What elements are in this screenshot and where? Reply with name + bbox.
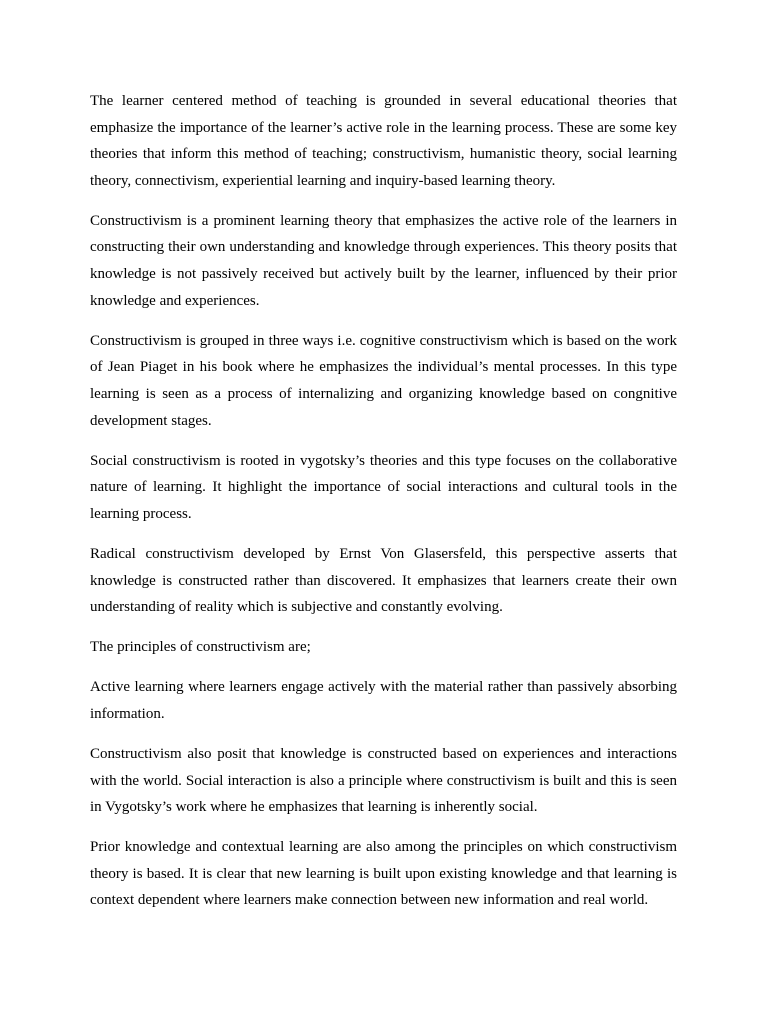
paragraph-principles-heading: The principles of constructivism are; xyxy=(90,639,311,656)
document-page xyxy=(90,88,677,928)
paragraph-cognitive-constructivism: Constructivism is grouped in three ways i.e. cognitive constructivism which is based on the work of Jean Piaget in his book where he emphasizes the individual’s mental processes. In this type learning is seen as a process of internalizing and organizing knowledge based on congnitive development stages. xyxy=(90,332,677,429)
paragraph-social-interaction: Constructivism also posit that knowledge is constructed based on experiences and interactions with the world. Social interaction is also a principle where constructivism is built and this is seen in Vygotsky’s work where he emphasizes that learning is inherently social. xyxy=(90,745,677,816)
paragraph-intro: The learner centered method of teaching is grounded in several educational theories that emphasize the importance of the learner’s active role in the learning process. These are some key theories that inform this method of teaching; constructivism, humanistic theory, social learning theory, connectivism, experiential learning and inquiry-based learning theory. xyxy=(90,93,677,189)
paragraph-active-learning: Active learning where learners engage actively with the material rather than passively absorbing information. xyxy=(90,679,677,722)
paragraph-social-constructivism: Social constructivism is rooted in vygotsky’s theories and this type focuses on the collaborative nature of learning. It highlight the importance of social interactions and cultural tools in the learning process. xyxy=(90,452,677,522)
paragraph-constructivism-definition: Constructivism is a prominent learning theory that emphasizes the active role of the learners in constructing their own understanding and knowledge through experiences. This theory posits that knowledge is not passively received but actively built by the learner, influenced by their prior knowledge and experiences. xyxy=(90,212,677,309)
paragraph-radical-constructivism: Radical constructivism developed by Ernst Von Glasersfeld, this perspective asserts that knowledge is constructed rather than discovered. It emphasizes that learners create their own understanding of reality which is subjective and constantly evolving. xyxy=(90,545,677,616)
paragraph-prior-knowledge: Prior knowledge and contextual learning are also among the principles on which constructivism theory is based. It is clear that new learning is built upon existing knowledge and that learning is context dependent where learners make connection between new information and real world. xyxy=(90,839,677,909)
